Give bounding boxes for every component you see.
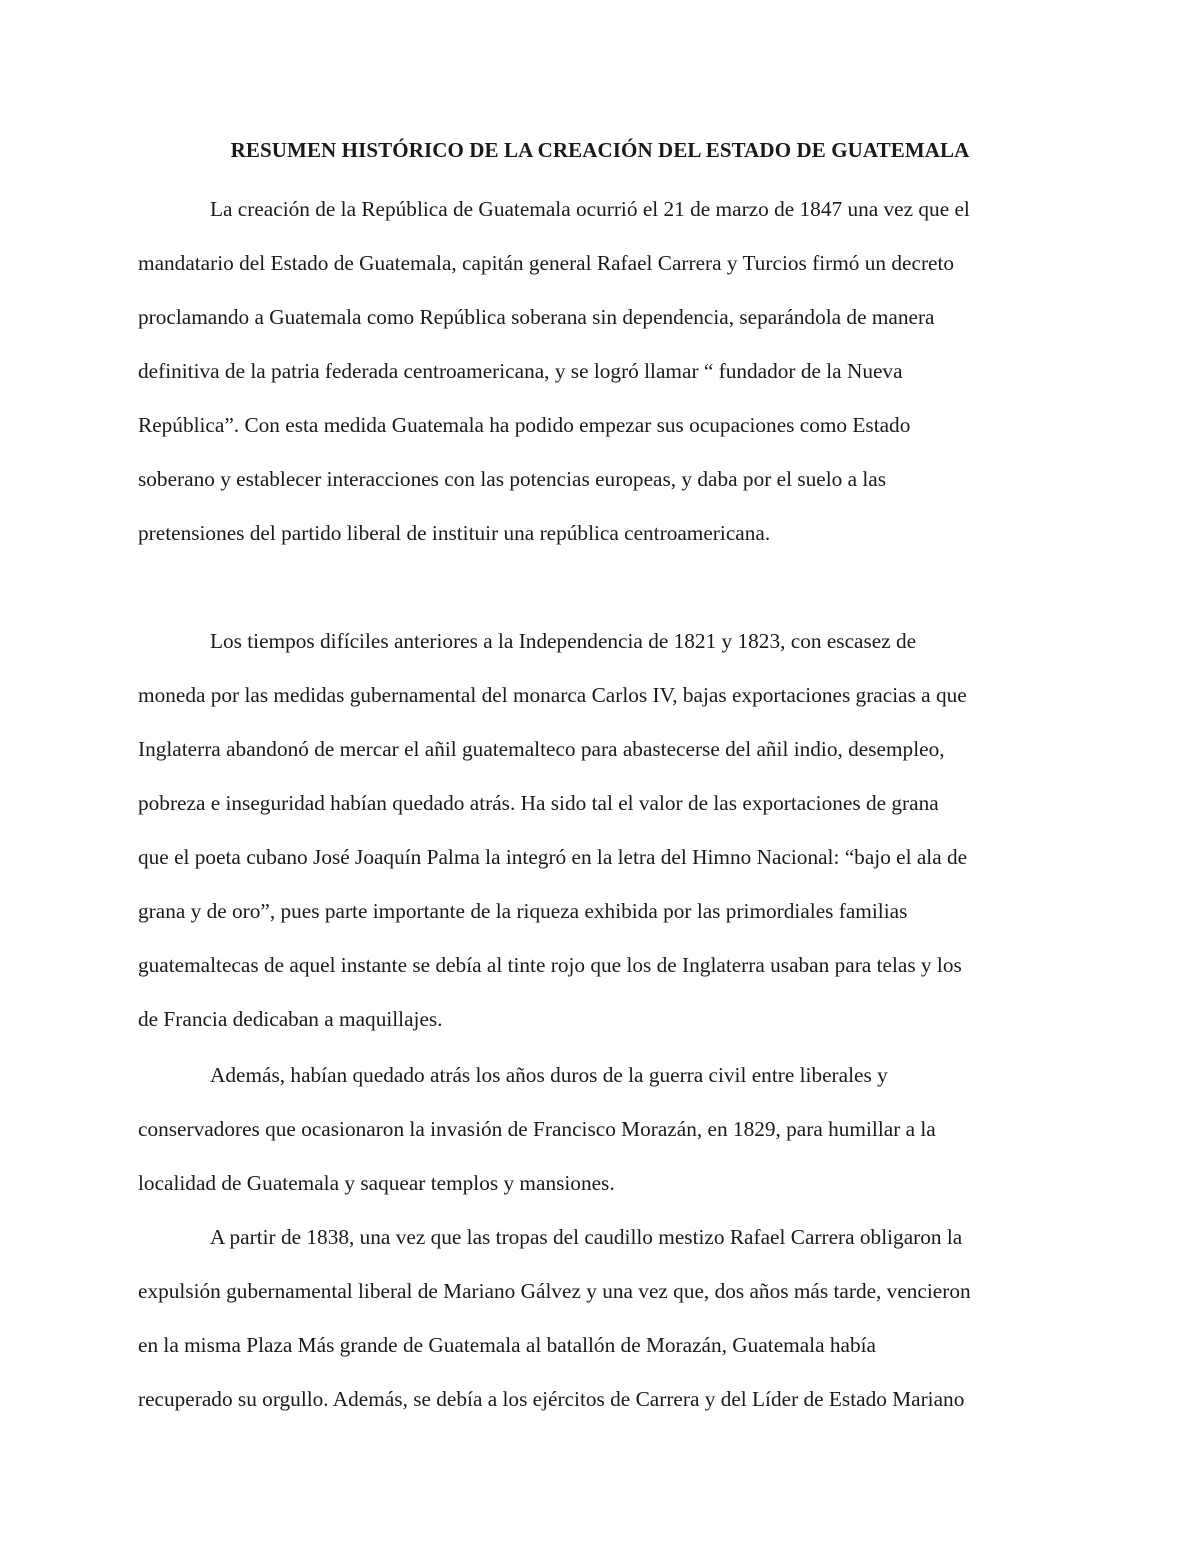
paragraph-4-line-2: expulsión gubernamental liberal de Mariano Gálvez y una vez que, dos años más tarde, vencieron [138,1279,971,1303]
paragraph-1-line-4: definitiva de la patria federada centroamericana, y se logró llamar “ fundador de la Nueva [138,359,903,383]
document-title: RESUMEN HISTÓRICO DE LA CREACIÓN DEL ESTADO DE GUATEMALA [230,138,970,162]
paragraph-2-line-8: de Francia dedicaban a maquillajes. [138,1007,443,1031]
paragraph-2-line-4: pobreza e inseguridad habían quedado atrás. Ha sido tal el valor de las exportaciones de grana [138,791,939,815]
paragraph-1-line-6: soberano y establecer interacciones con las potencias europeas, y daba por el suelo a las [138,467,887,491]
paragraph-2-line-3: Inglaterra abandonó de mercar el añil guatemalteco para abastecerse del añil indio, desempleo, [138,737,945,761]
paragraph-4-line-1: A partir de 1838, una vez que las tropas del caudillo mestizo Rafael Carrera obligaron la [210,1225,963,1249]
paragraph-1-line-3: proclamando a Guatemala como República soberana sin dependencia, separándola de manera [138,305,935,329]
paragraph-3-line-3: localidad de Guatemala y saquear templos y mansiones. [138,1171,615,1195]
paragraph-2-line-5: que el poeta cubano José Joaquín Palma la integró en la letra del Himno Nacional: “bajo el ala de [138,845,968,869]
paragraph-3-line-1: Además, habían quedado atrás los años duros de la guerra civil entre liberales y [210,1063,888,1087]
paragraph-1-line-2: mandatario del Estado de Guatemala, capitán general Rafael Carrera y Turcios firmó un decreto [138,251,955,275]
paragraph-2-line-2: moneda por las medidas gubernamental del monarca Carlos IV, bajas exportaciones gracias a que [138,683,967,707]
paragraph-4-line-4: recuperado su orgullo. Además, se debía a los ejércitos de Carrera y del Líder de Estado Mariano [138,1387,965,1411]
paragraph-1-line-7: pretensiones del partido liberal de instituir una república centroamericana. [138,521,771,545]
paragraph-3-line-2: conservadores que ocasionaron la invasión de Francisco Morazán, en 1829, para humillar a la [138,1117,936,1141]
paragraph-1-line-5: República”. Con esta medida Guatemala ha podido empezar sus ocupaciones como Estado [138,413,911,437]
paragraph-2-line-6: grana y de oro”, pues parte importante de la riqueza exhibida por las primordiales familias [138,899,908,923]
paragraph-2-line-7: guatemaltecas de aquel instante se debía al tinte rojo que los de Inglaterra usaban para telas y los [138,953,962,977]
paragraph-1-line-1: La creación de la República de Guatemala ocurrió el 21 de marzo de 1847 una vez que el [210,197,970,221]
paragraph-4-line-3: en la misma Plaza Más grande de Guatemala al batallón de Morazán, Guatemala había [138,1333,876,1357]
paragraph-2-line-1: Los tiempos difíciles anteriores a la Independencia de 1821 y 1823, con escasez de [210,629,917,653]
